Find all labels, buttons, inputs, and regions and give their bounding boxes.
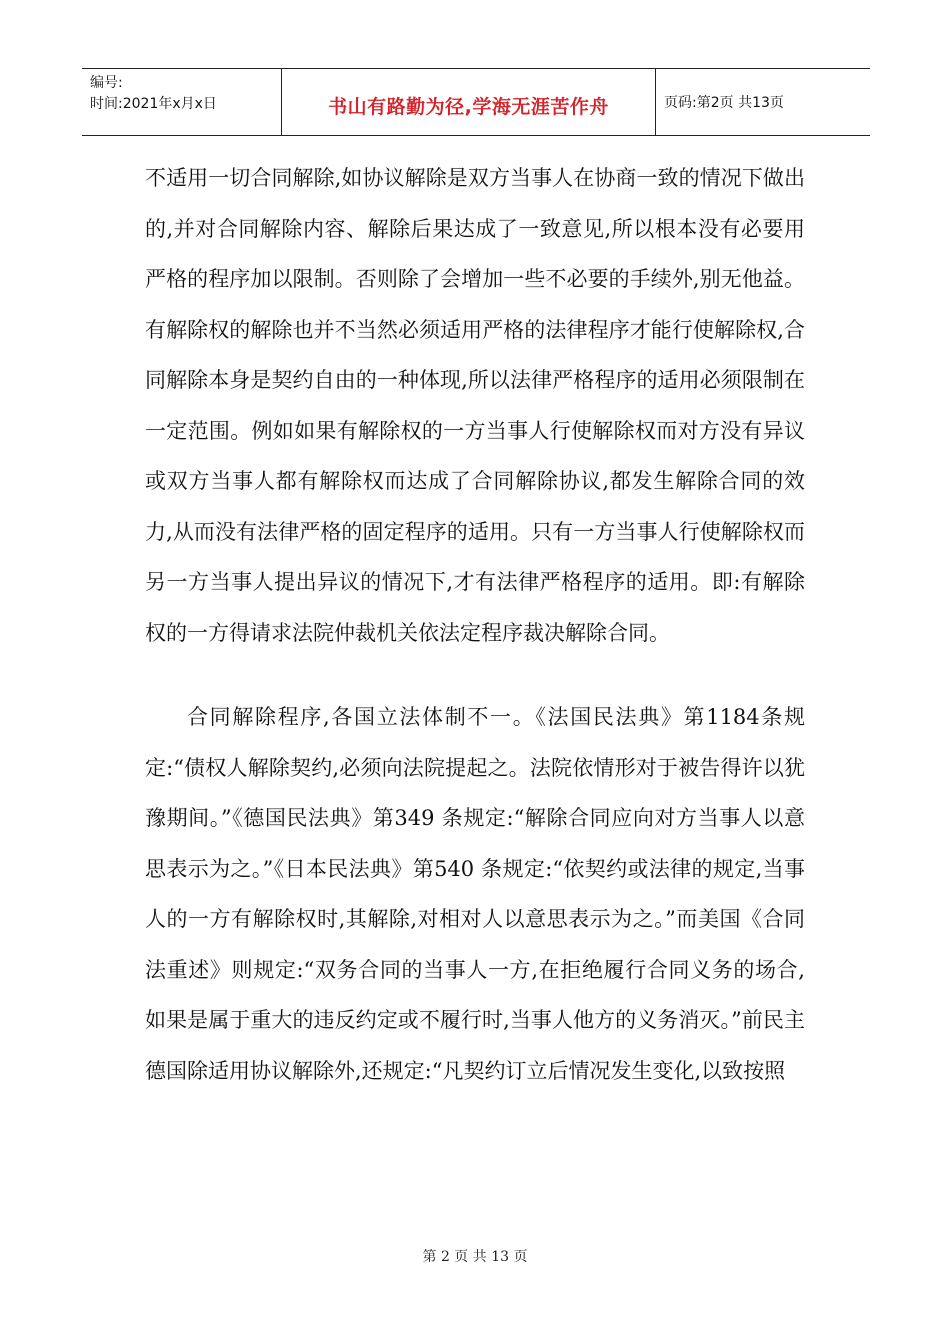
document-number-label: 编号: [90,75,123,91]
header-motto-cell [282,69,656,135]
document-time-label: 时间:2021年x月x日 [90,96,217,112]
header-page-number: 页码:第2页 共13页 [664,95,784,111]
document-body [145,153,805,1096]
page-header [82,68,870,136]
page-footer: 第 2 页 共 13 页 [422,1249,528,1265]
header-meta-cell [82,69,282,135]
header-page-cell [656,69,870,135]
body-paragraph-1: 不适用一切合同解除,如协议解除是双方当事人在协商一致的情况下做出的,并对合同解除内容、解除后果达成了一致意见,所以根本没有必要用严格的程序加以限制。否则除了会增加一些不必要的手续外,别无他益。有解除权的解除也并不当然必须适用严格的法律程序才能行使解除权,合同解除本身是契约自由的一种体现,所以法律严格程序的适用必须限制在一定范围。例如如果有解除权的一方当事人行使解除权而对方没有异议或双方当事人都有解除权而达成了合同解除协议,都发生解除合同的效力,从而没有法律严格的固定程序的适用。只有一方当事人行使解除权而另一方当事人提出异议的情况下,才有法律严格程序的适用。即:有解除权的一方得请求法院仲裁机关依法定程序裁决解除合同。 [145,166,805,645]
body-paragraph-2: 合同解除程序,各国立法体制不一。《法国民法典》第1184条规定:“债权人解除契约,必须向法院提起之。法院依情形对于被告得许以犹豫期间。”《德国民法典》第349 条规定:“解除合同应向对方当事人以意思表示为之。”《日本民法典》第540 条规定:“依契约或法律的规定,当事人的一方有解除权时,其解除,对相对人以意思表示为之。”而美国《合同法重述》则规定:“双务合同的当事人一方,在拒绝履行合同义务的场合,如果是属于重大的违反约定或不履行时,当事人他方的义务消灭。”前民主德国除适用协议解除外,还规定:“凡契约订立后情况发生变化,以致按照 [145,705,805,1083]
header-motto: 书山有路勤为径,学海无涯苦作舟 [328,95,609,118]
